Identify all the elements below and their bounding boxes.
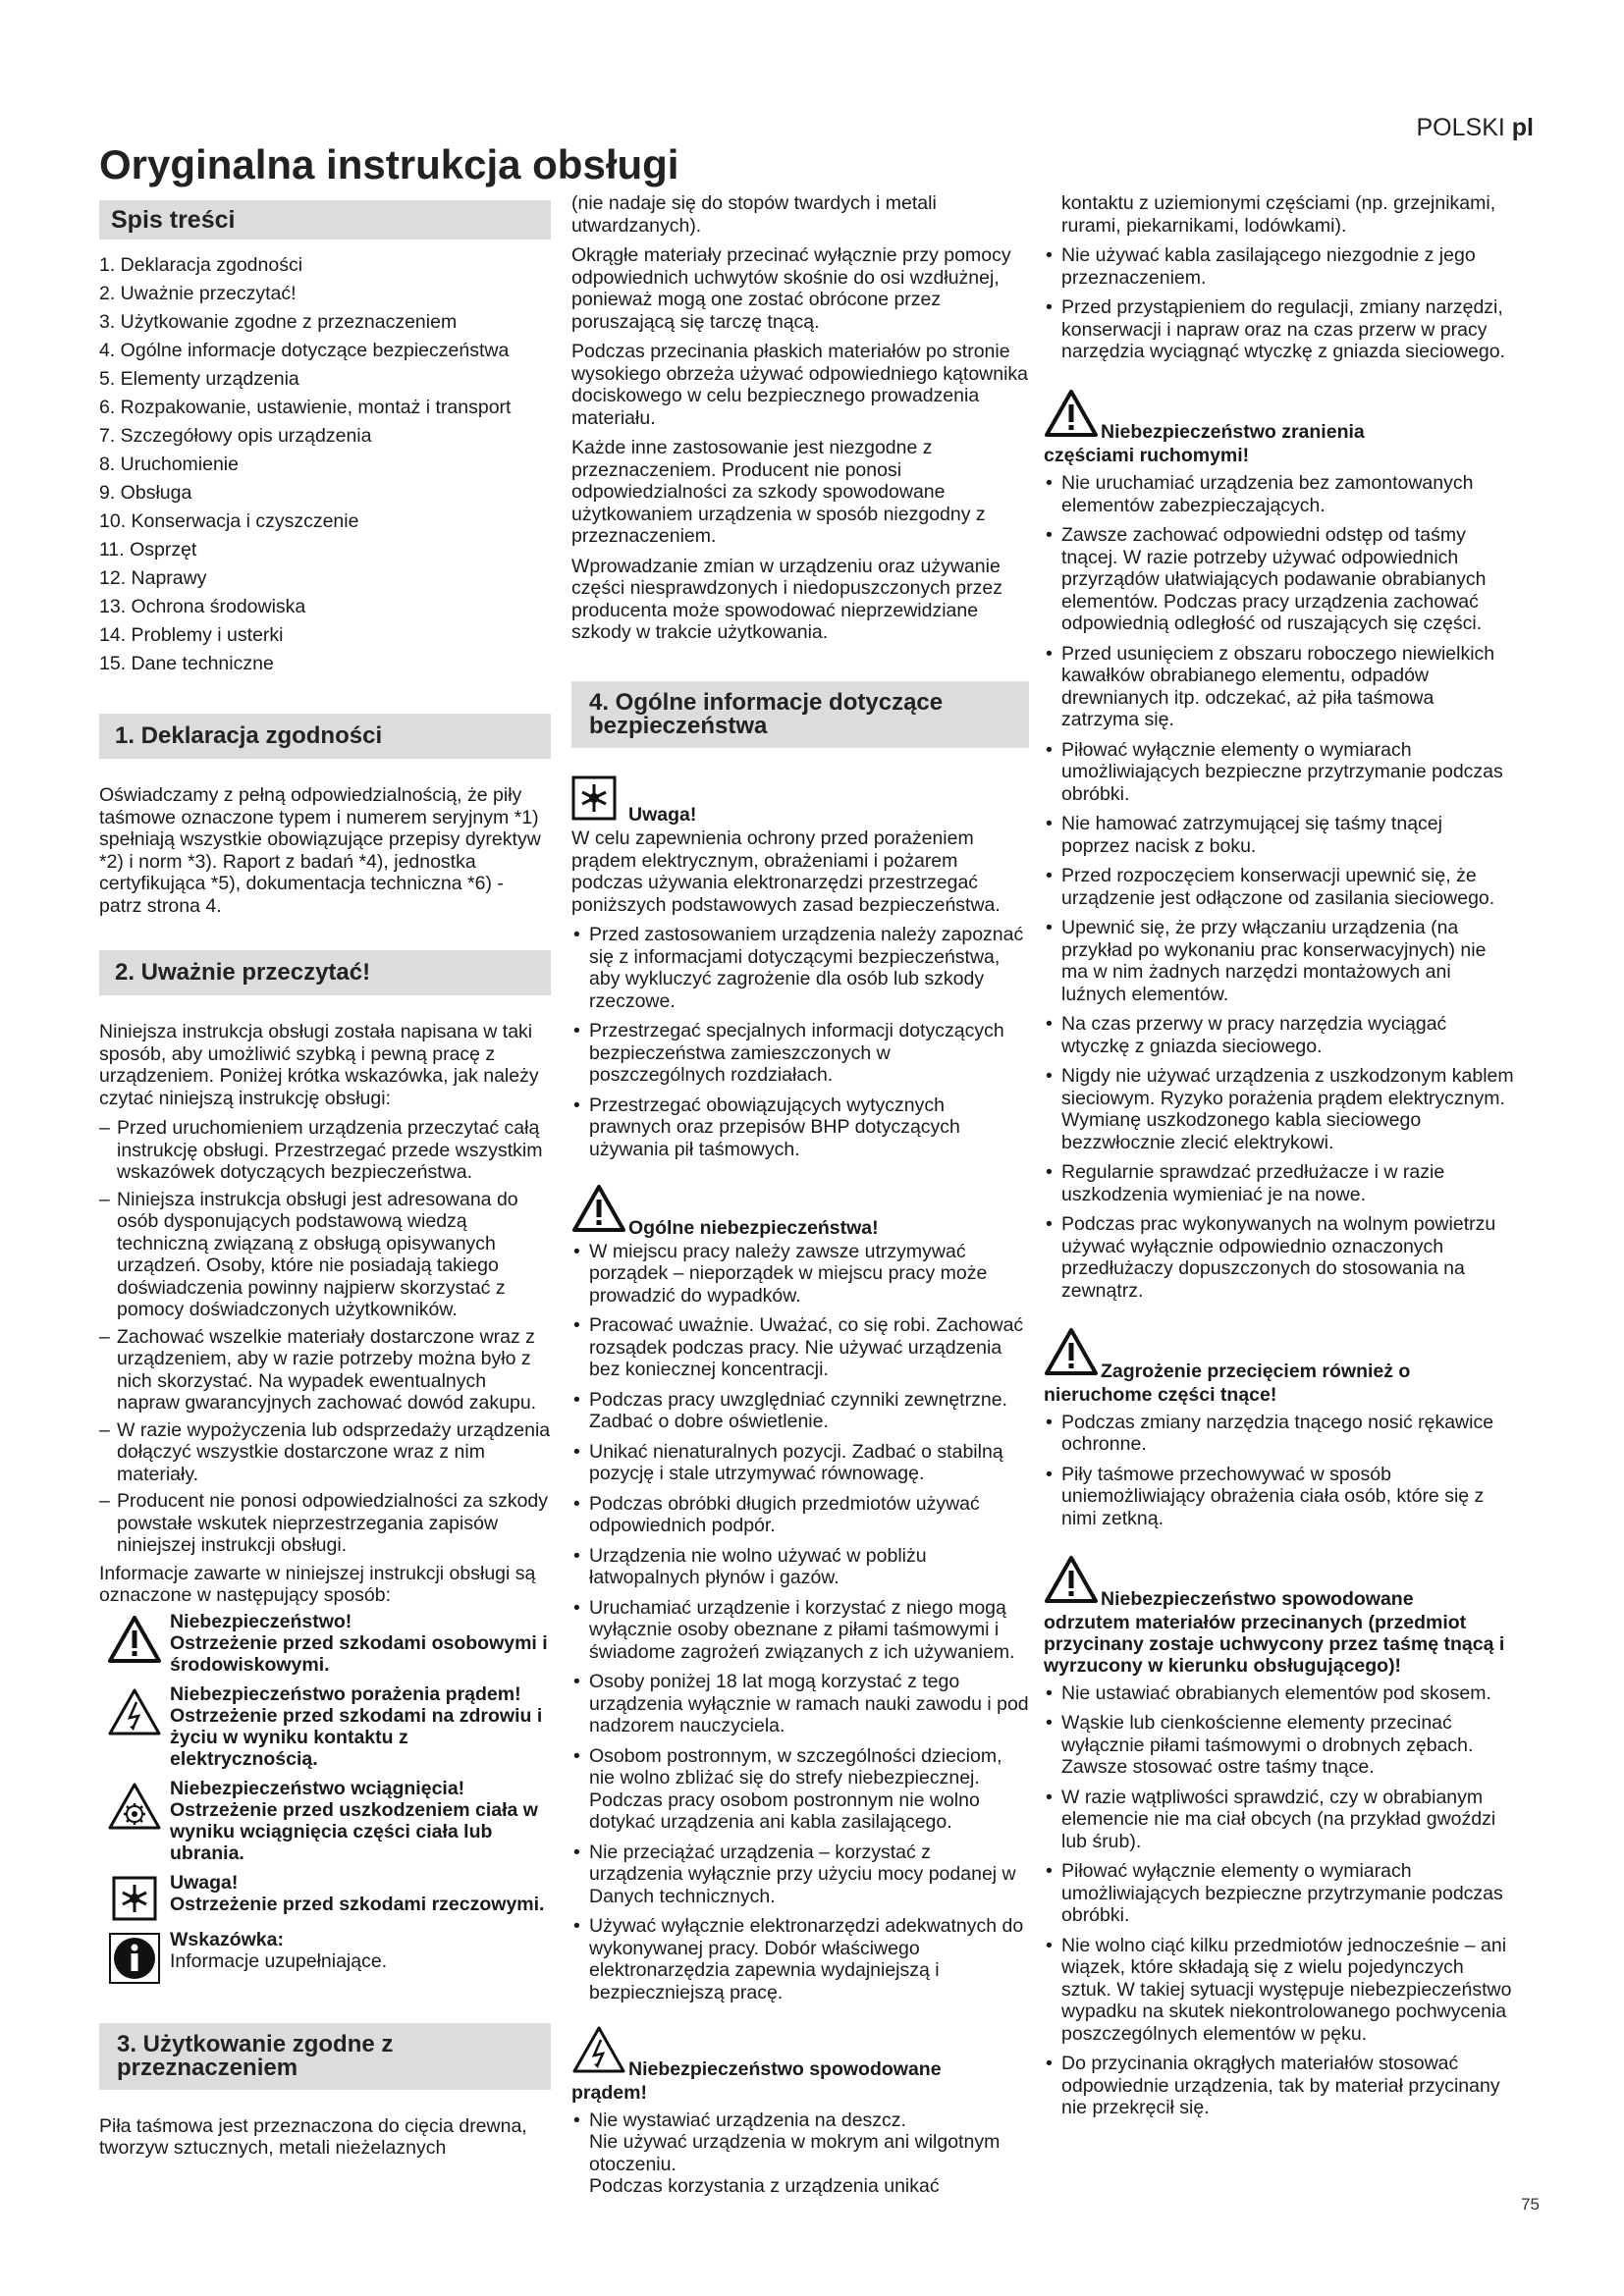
list-item: • Uruchamiać urządzenie i korzystać z niego mogą wyłącznie osoby obeznane z piłami taśmowymi i świadome zagrożeń związanych z ich używaniem. xyxy=(571,1597,1029,1664)
list-item: • Upewnić się, że przy włączaniu urządzenia (na przykład po wykonaniu prac konserwacyjnych) nie ma w nim żadnych narzędzi montażowych ani luźnych elementów. xyxy=(1044,917,1515,1005)
list-item: • Nigdy nie używać urządzenia z uszkodzonym kablem sieciowym. Ryzyko porażenia prądem elektrycznym. Wymianę uszkodzonego kabla sieciowego bezzwłocznie zlecić elektrykowi. xyxy=(1044,1065,1515,1153)
section-2-list xyxy=(99,1117,551,1557)
uwaga-text: W celu zapewnienia ochrony przed porażeniem prądem elektrycznym, obrażeniami i pożarem podczas używania elektronarzędzi przestrzegać poniższych podstawowych zasad bezpieczeństwa. xyxy=(571,828,1001,916)
list-item: • Nie hamować zatrzymującej się taśmy tnącej poprzez nacisk z boku. xyxy=(1044,813,1515,857)
list-item: – Producent nie ponosi odpowiedzialności za szkody powstałe wskutek nieprzestrzegania zapisów niniejszej instrukcji obsługi. xyxy=(99,1490,551,1557)
legend-row xyxy=(99,1611,551,1676)
list-item: 6. Rozpakowanie, ustawienie, montaż i transport xyxy=(99,397,512,418)
electric-shock-icon xyxy=(571,2025,626,2080)
list-item: • Osobom postronnym, w szczególności dzieciom, nie wolno zbliżać się do strefy niebezpiecznej. Podczas pracy osobom postronnym nie wolno dotykać urządzenia ani kabla zasilającego. xyxy=(571,1745,1029,1834)
moving-parts-title-a: Niebezpieczeństwo zranienia xyxy=(1101,421,1365,443)
column-middle xyxy=(571,192,1029,2206)
section-3-text-start: Piła taśmowa jest przeznaczona do cięcia drewna, tworzyw sztucznych, metali nieżelaznych xyxy=(99,2114,527,2159)
section-2-heading: 2. Uważnie przeczytać! xyxy=(99,950,551,995)
list-item: • Do przycinania okrągłych materiałów stosować odpowiednie urządzenia, tak by materiał przycinany nie przekręcił się. xyxy=(1044,2053,1515,2119)
list-item: 8. Uruchomienie xyxy=(99,454,239,475)
section-2-intro: Niniejsza instrukcja obsługi została napisana w taki sposób, aby umożliwić szybką i pewną pracę z urządzeniem. Poniżej krótka wskazówka, jak należy czytać niniejszą instrukcję obsługi: xyxy=(99,1021,539,1109)
electric-item-cont: kontaktu z uziemionymi częściami (np. grzejnikami, rurami, piekarnikami, lodówkami). xyxy=(1061,192,1496,237)
list-item: 7. Szczegółowy opis urządzenia xyxy=(99,425,372,447)
moving-parts-header xyxy=(1044,389,1515,444)
warning-triangle-icon xyxy=(1044,1555,1099,1610)
property-damage-icon xyxy=(99,1872,170,1921)
list-item: • Przestrzegać specjalnych informacji dotyczących bezpieczeństwa zamieszczonych w poszczególnych rozdziałach. xyxy=(571,1020,1029,1087)
column-left xyxy=(99,200,551,2167)
warning-triangle-icon xyxy=(1044,1327,1099,1382)
list-item: • Przestrzegać obowiązujących wytycznych prawnych oraz przepisów BHP dotyczących używania pił taśmowych. xyxy=(571,1095,1029,1161)
language-label xyxy=(1417,114,1535,142)
list-item: – Niniejsza instrukcja obsługi jest adresowana do osób dysponujących podstawową wiedzą techniczną związaną z obsługą opisywanych urządzeń. Osoby, które nie posiadają takiego doświadczenia powinny najpierw skorzystać z pomocy doświadczonych użytkowników. xyxy=(99,1189,551,1321)
section-3-text-cont: (nie nadaje się do stopów twardych i metali utwardzanych). xyxy=(571,192,937,237)
electric-danger-title-b: prądem! xyxy=(571,2081,647,2104)
language-code: pl xyxy=(1511,114,1534,141)
list-item: • Przed rozpoczęciem konserwacji upewnić się, że urządzenie jest odłączone od zasilania sieciowego. xyxy=(1044,865,1515,909)
electric-item-1c: Podczas korzystania z urządzenia unikać xyxy=(589,2175,940,2197)
page-number: 75 xyxy=(1521,2195,1540,2214)
kickback-title-b: odrzutem materiałów przecinanych (przedmiot przycinany zostaje uchwycony przez taśmę tnącą i wyrzucony w kierunku obsługującego)! xyxy=(1044,1611,1505,1677)
electric-list xyxy=(1044,244,1515,363)
legend-row xyxy=(99,1683,551,1770)
list-item: • Nie używać kabla zasilającego niezgodnie z jego przeznaczeniem. xyxy=(1044,244,1515,289)
list-item: • Piły taśmowe przechowywać w sposób uniemożliwiający obrażenia ciała osób, które się z nimi zetkną. xyxy=(1044,1464,1515,1530)
list-item: 15. Dane techniczne xyxy=(99,653,274,674)
list-item: • Unikać nienaturalnych pozycji. Zadbać o stabilną pozycję i stale utrzymywać równowagę. xyxy=(571,1441,1029,1485)
section-3-heading xyxy=(99,2023,551,2090)
electric-danger-title-a: Niebezpieczeństwo spowodowane xyxy=(628,2057,942,2080)
list-item: • Używać wyłącznie elektronarzędzi adekwatnych do wykonywanej pracy. Dobór właściwego elektronarzędzia zapewnia wydajniejszą i bezpieczniejszą pracę. xyxy=(571,1915,1029,2003)
legend-note: Informacje uzupełniające. xyxy=(170,1949,388,1972)
legend-row xyxy=(99,1929,551,1984)
section-3-p5: Wprowadzanie zmian w urządzeniu oraz używanie części niesprawdzonych i niedopuszczonych przez producenta może spowodować nieprzewidziane szkody w trakcie użytkowania. xyxy=(571,555,1002,643)
section-4-heading-text: 4. Ogólne informacje dotyczące bezpieczeństwa xyxy=(589,688,944,739)
section-3-heading-text: 3. Użytkowanie zgodne z przeznaczeniem xyxy=(117,2030,394,2081)
legend-text: Wskazówka: xyxy=(170,1928,284,1950)
electric-danger-header xyxy=(571,2025,1029,2080)
electric-shock-icon xyxy=(99,1683,170,1770)
list-item: • Piłować wyłącznie elementy o wymiarach umożliwiających bezpieczne przytrzymanie podczas obróbki. xyxy=(1044,1860,1515,1927)
list-item: 11. Osprzęt xyxy=(99,539,197,561)
list-item: 9. Obsługa xyxy=(99,482,192,504)
kickback-header xyxy=(1044,1555,1515,1610)
list-item: • Przed zastosowaniem urządzenia należy zapoznać się z informacjami dotyczącymi bezpieczeństwa, aby wykluczyć zagrożenie dla osób lub szkody rzeczowe. xyxy=(571,924,1029,1012)
warning-triangle-icon xyxy=(1044,389,1099,444)
property-damage-icon xyxy=(571,775,617,827)
list-item: 10. Konserwacja i czyszczenie xyxy=(99,510,359,532)
list-item: • Podczas obróbki długich przedmiotów używać odpowiednich podpór. xyxy=(571,1493,1029,1537)
list-item: – W razie wypożyczenia lub odsprzedaży urządzenia dołączyć wszystkie dostarczone wraz z nim materiały. xyxy=(99,1419,551,1486)
list-item: • Osoby poniżej 18 lat mogą korzystać z tego urządzenia wyłącznie w ramach nauki zawodu i pod nadzorem nauczyciela. xyxy=(571,1671,1029,1737)
kickback-list xyxy=(1044,1682,1515,2119)
list-item: 5. Elementy urządzenia xyxy=(99,368,299,390)
entanglement-icon xyxy=(99,1778,170,1864)
list-item: • Nie ustawiać obrabianych elementów pod skosem. xyxy=(1044,1682,1515,1705)
cut-danger-title-b: nieruchome części tnące! xyxy=(1044,1383,1277,1406)
legend-text: Niebezpieczeństwo porażenia prądem! Ostrzeżenie przed szkodami na zdrowiu i życiu w wyniku kontaktu z elektrycznością. xyxy=(170,1682,543,1770)
moving-parts-list xyxy=(1044,472,1515,1302)
list-item: 1. Deklaracja zgodności xyxy=(99,254,303,276)
legend-text: Uwaga! Ostrzeżenie przed szkodami rzeczowymi. xyxy=(170,1871,545,1915)
kickback-title-a: Niebezpieczeństwo spowodowane xyxy=(1101,1587,1414,1610)
list-item: • Regularnie sprawdzać przedłużacze i w razie uszkodzenia wymieniać je na nowe. xyxy=(1044,1161,1515,1205)
general-danger-header xyxy=(571,1184,1029,1239)
page-title: Oryginalna instrukcja obsługi xyxy=(99,141,679,187)
info-icon xyxy=(99,1929,170,1984)
list-item: • Wąskie lub cienkościenne elementy przecinać wyłącznie piłami taśmowymi o drobnych zębach. Zawsze stosować ostre taśmy tnące. xyxy=(1044,1712,1515,1779)
legend-row xyxy=(99,1872,551,1921)
list-item: • Podczas zmiany narzędzia tnącego nosić rękawice ochronne. xyxy=(1044,1412,1515,1456)
general-danger-title: Ogólne niebezpieczeństwa! xyxy=(628,1216,879,1239)
general-danger-list xyxy=(571,1241,1029,2004)
list-item: • Na czas przerwy w pracy narzędzia wyciągać wtyczkę z gniazda sieciowego. xyxy=(1044,1013,1515,1057)
uwaga-list xyxy=(571,924,1029,1160)
list-item: • Nie przeciążać urządzenia – korzystać z urządzenia wyłącznie przy użyciu mocy podanej w Danych technicznych. xyxy=(571,1842,1029,1908)
uwaga-header xyxy=(571,775,1029,827)
list-item: • Piłować wyłącznie elementy o wymiarach umożliwiających bezpieczne przytrzymanie podczas obróbki. xyxy=(1044,739,1515,806)
cut-danger-header xyxy=(1044,1327,1515,1382)
list-item: • W razie wątpliwości sprawdzić, czy w obrabianym elemencie nie ma ciał obcych (na przykład gwoździ lub śrub). xyxy=(1044,1787,1515,1853)
electric-item-1: Nie wystawiać urządzenia na deszcz. xyxy=(589,2109,906,2131)
list-item: – Zachować wszelkie materiały dostarczone wraz z urządzeniem, aby w razie potrzeby można było z nich skorzystać. Na wypadek ewentualnych napraw gwarancyjnych zachować dowód zakupu. xyxy=(99,1326,551,1415)
uwaga-title: Uwaga! xyxy=(628,804,697,826)
list-item: • Przed usunięciem z obszaru roboczego niewielkich kawałków obrabianego elementu, odpadów drewnianych itp. odczekać, aż piła taśmowa zatrzyma się. xyxy=(1044,643,1515,731)
list-item: • Podczas prac wykonywanych na wolnym powietrzu używać wyłącznie odpowiednio oznaczonych przedłużaczy dopuszczonych do stosowania na zewnątrz. xyxy=(1044,1213,1515,1302)
electric-item-1b: Nie używać urządzenia w mokrym ani wilgotnym otoczeniu. xyxy=(589,2131,1001,2175)
list-item: 4. Ogólne informacje dotyczące bezpieczeństwa xyxy=(99,340,510,361)
list-item: • Pracować uważnie. Uważać, co się robi. Zachować rozsądek podczas pracy. Nie używać urządzenia bez koniecznej koncentracji. xyxy=(571,1314,1029,1381)
list-item: • Podczas pracy uwzględniać czynniki zewnętrzne. Zadbać o dobre oświetlenie. xyxy=(571,1389,1029,1433)
list-item: • Przed przystąpieniem do regulacji, zmiany narzędzi, konserwacji i napraw oraz na czas przerw w pracy narzędzia wyciągnąć wtyczkę z gniazda sieciowego. xyxy=(1044,296,1515,363)
legend-row xyxy=(99,1778,551,1864)
warning-triangle-icon xyxy=(571,1184,626,1239)
electric-danger-list xyxy=(571,2109,1029,2198)
list-item: 12. Naprawy xyxy=(99,567,207,589)
list-item: • Zawsze zachować odpowiedni odstęp od taśmy tnącej. W razie potrzeby używać odpowiednich przyrządów ułatwiających podawanie obrabianych elementów. Podczas pracy urządzenia zachować odpowiednią odległość od ruszających się części. xyxy=(1044,524,1515,635)
warning-triangle-icon xyxy=(99,1611,170,1676)
moving-parts-title-b: częściami ruchomymi! xyxy=(1044,445,1250,466)
section-3-p3: Podczas przecinania płaskich materiałów po stronie wysokiego obrzeża używać odpowiedniego kątownika dociskowego w celu bezpiecznego prowadzenia materiału. xyxy=(571,341,1029,429)
legend-text: Niebezpieczeństwo wciągnięcia! Ostrzeżenie przed uszkodzeniem ciała w wyniku wciągnięcia części ciała lub ubrania. xyxy=(170,1777,538,1864)
list-item: 3. Użytkowanie zgodne z przeznaczeniem xyxy=(99,311,458,333)
cut-danger-title-a: Zagrożenie przecięciem również o xyxy=(1101,1360,1411,1382)
list-item xyxy=(571,2109,1029,2198)
list-item: • Nie uruchamiać urządzenia bez zamontowanych elementów zabezpieczających. xyxy=(1044,472,1515,516)
column-right xyxy=(1044,192,1515,2127)
list-item: • Nie wolno ciąć kilku przedmiotów jednocześnie – ani wiązek, które składają się z wielu pojedynczych sztuk. W takiej sytuacji występuje niebezpieczeństwo wypadku na skutek niekontrolowanego pochwycenia poszczególnych elementów w pęku. xyxy=(1044,1935,1515,2046)
section-3-p4: Każde inne zastosowanie jest niezgodne z przeznaczeniem. Producent nie ponosi odpowiedzialności za szkody spowodowane użytkowaniem urządzenia w sposób niezgodny z przeznaczeniem. xyxy=(571,437,986,547)
list-item: 2. Uważnie przeczytać! xyxy=(99,283,297,304)
section-1-text: Oświadczamy z pełną odpowiedzialnością, że piły taśmowe oznaczone typem i numerem seryjnym *1) spełniają wszystkie obowiązujące przepisy dyrektyw *2) i norm *3). Raport z badań *4), jednostka certyfikująca *5), dokumentacja techniczna *6) - patrz strona 4. xyxy=(99,784,541,917)
symbol-legend xyxy=(99,1611,551,1984)
section-3-p2: Okrągłe materiały przecinać wyłącznie przy pomocy odpowiednich uchwytów skośnie do osi wzdłużnej, ponieważ mogą one zostać obrócone przez poruszającą się tarczę tną​cą. xyxy=(571,244,1011,333)
legend-text: Niebezpieczeństwo! Ostrzeżenie przed szkodami osobowymi i środowiskowymi. xyxy=(170,1610,548,1676)
language-name: POLSKI xyxy=(1416,114,1505,141)
cut-danger-list xyxy=(1044,1412,1515,1530)
list-item: • Urządzenia nie wolno używać w pobliżu łatwopalnych płynów i gazów. xyxy=(571,1545,1029,1589)
toc-heading: Spis treści xyxy=(99,200,551,240)
section-1-heading: 1. Deklaracja zgodności xyxy=(99,714,551,759)
list-item: 13. Ochrona środowiska xyxy=(99,596,306,617)
section-4-heading xyxy=(571,681,1029,748)
list-item: 14. Problemy i usterki xyxy=(99,624,284,646)
list-item: • W miejscu pracy należy zawsze utrzymywać porządek – nieporządek w miejscu pracy może prowadzić do wypadków. xyxy=(571,1241,1029,1308)
list-item: – Przed uruchomieniem urządzenia przeczytać całą instrukcję obsługi. Przestrzegać przede wszystkim wskazówek dotyczących bezpieczeństwa. xyxy=(99,1117,551,1184)
toc-list xyxy=(99,251,551,678)
legend-intro: Informacje zawarte w niniejszej instrukcji obsługi są oznaczone w następujący sposób: xyxy=(99,1562,536,1606)
